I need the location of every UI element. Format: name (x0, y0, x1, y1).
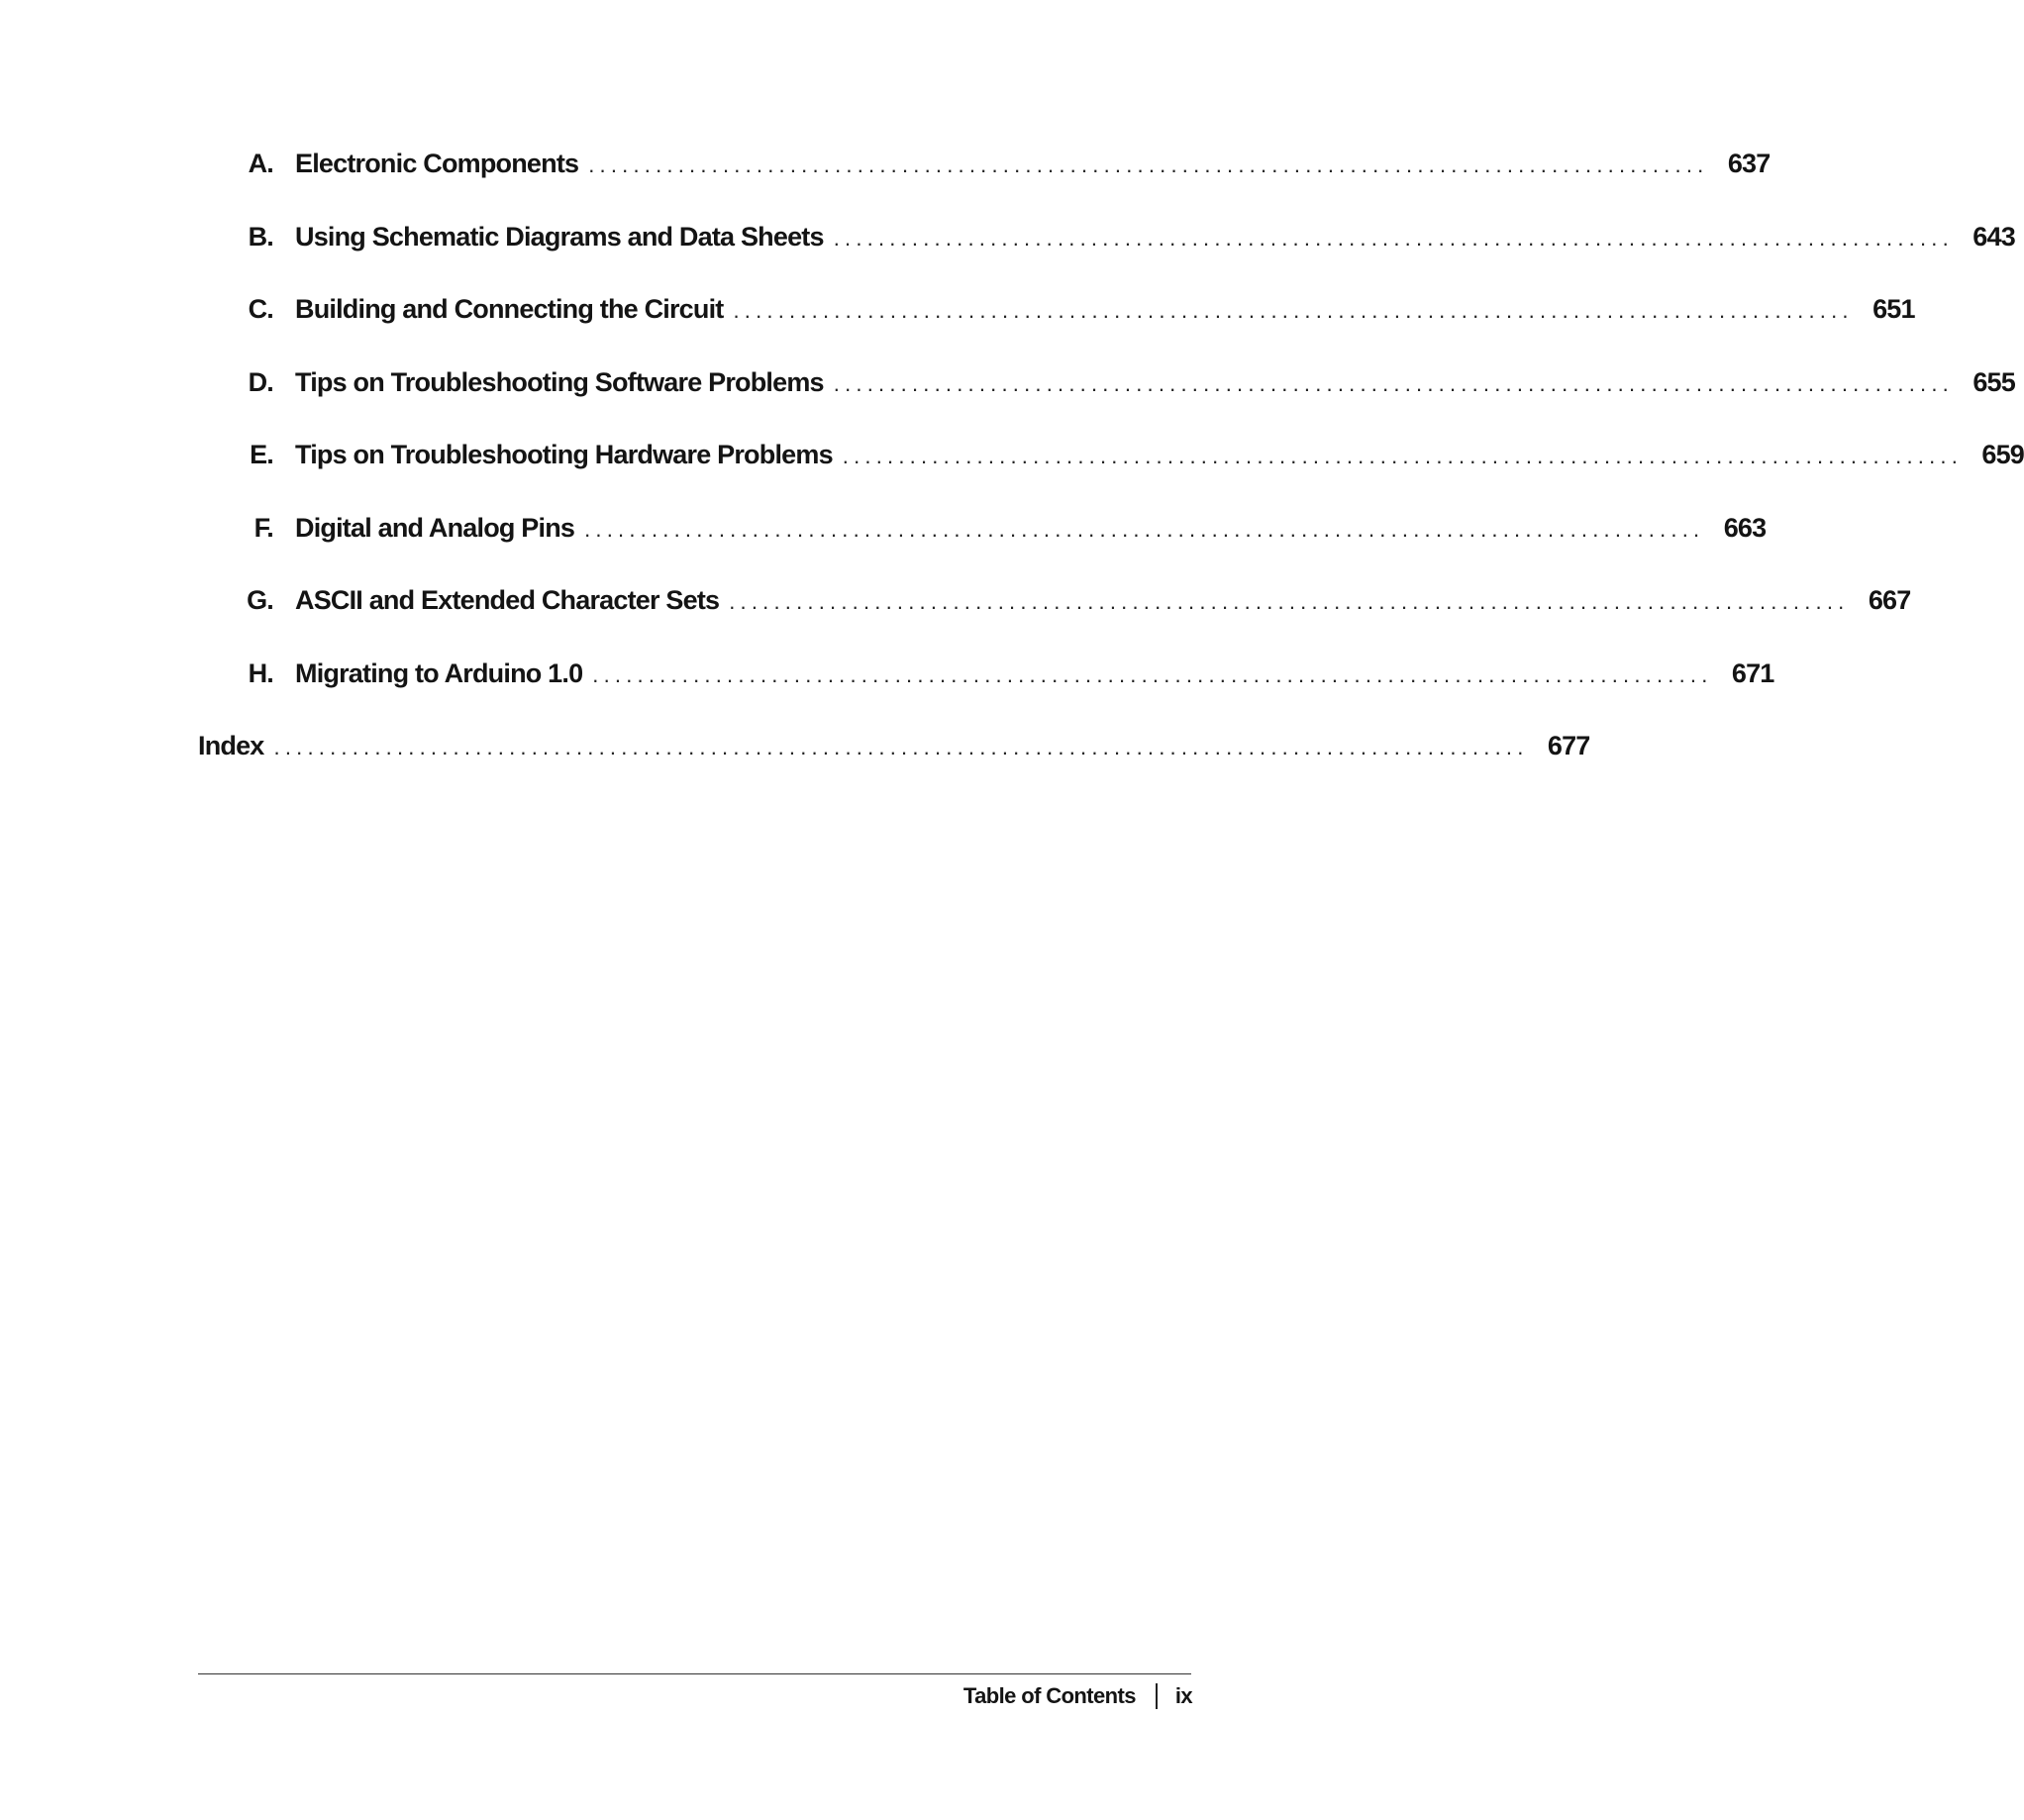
toc-entry-e[interactable] (198, 440, 2024, 513)
dot-leader: .................................................................................................... (592, 661, 1713, 687)
dot-leader: .................................................................................................... (842, 444, 1964, 468)
toc-entry-title: Digital and Analog Pins (295, 512, 575, 543)
dot-leader: .................................................................................................... (833, 370, 1954, 396)
toc-entry-letter: F. (253, 512, 273, 543)
footer-separator (1156, 1683, 1158, 1709)
toc-entry-d[interactable] (198, 366, 2015, 441)
dot-leader: .................................................................................................... (584, 516, 1705, 542)
toc-entry-index[interactable] (198, 731, 1590, 804)
toc-entry-page: 667 (1868, 585, 1911, 615)
dot-leader: .................................................................................................... (733, 298, 1854, 323)
toc-entry-page: 671 (1731, 657, 1774, 688)
toc-entry-c[interactable] (198, 294, 1915, 367)
toc-entry-title: Using Schematic Diagrams and Data Sheets (295, 221, 824, 252)
footer-rule (198, 1673, 1191, 1674)
dot-leader: .................................................................................................... (833, 225, 1954, 251)
toc-entry-letter: D. (248, 366, 273, 397)
table-of-contents (198, 149, 2024, 804)
dot-leader: .................................................................................................... (588, 152, 1709, 177)
toc-entry-letter: E. (250, 440, 273, 469)
dot-leader: .................................................................................................... (729, 589, 1850, 614)
toc-entry-letter: G. (247, 585, 273, 615)
footer-page-number: ix (1174, 1683, 1192, 1708)
toc-entry-letter: B. (248, 221, 273, 252)
toc-entry-letter: C. (248, 294, 273, 324)
toc-entry-page: 655 (1973, 366, 2015, 397)
toc-entry-page: 663 (1723, 512, 1767, 543)
toc-entry-f[interactable] (198, 512, 1767, 586)
toc-entry-title: Electronic Components (295, 149, 579, 178)
page-footer (963, 1683, 1192, 1709)
toc-entry-page: 659 (1981, 440, 2024, 469)
toc-entry-b[interactable] (198, 221, 2015, 295)
toc-entry-page: 651 (1872, 294, 1915, 324)
toc-entry-page: 643 (1973, 221, 2015, 252)
dot-leader: ................................................................................................................ (273, 735, 1529, 759)
toc-entry-title: Migrating to Arduino 1.0 (295, 657, 583, 688)
toc-entry-title: Building and Connecting the Circuit (295, 294, 724, 324)
toc-entry-title: Index (198, 731, 264, 760)
toc-entry-letter: H. (248, 657, 273, 688)
toc-entry-title: Tips on Troubleshooting Hardware Problems (295, 440, 833, 469)
toc-entry-page: 677 (1547, 731, 1590, 760)
toc-entry-page: 637 (1727, 149, 1771, 178)
toc-entry-h[interactable] (198, 657, 1774, 732)
toc-entry-a[interactable] (198, 149, 1771, 222)
toc-entry-title: ASCII and Extended Character Sets (295, 585, 720, 615)
toc-entry-title: Tips on Troubleshooting Software Problems (295, 366, 824, 397)
toc-entry-letter: A. (248, 149, 273, 178)
toc-entry-g[interactable] (198, 585, 1911, 658)
footer-section-title: Table of Contents (962, 1683, 1136, 1708)
